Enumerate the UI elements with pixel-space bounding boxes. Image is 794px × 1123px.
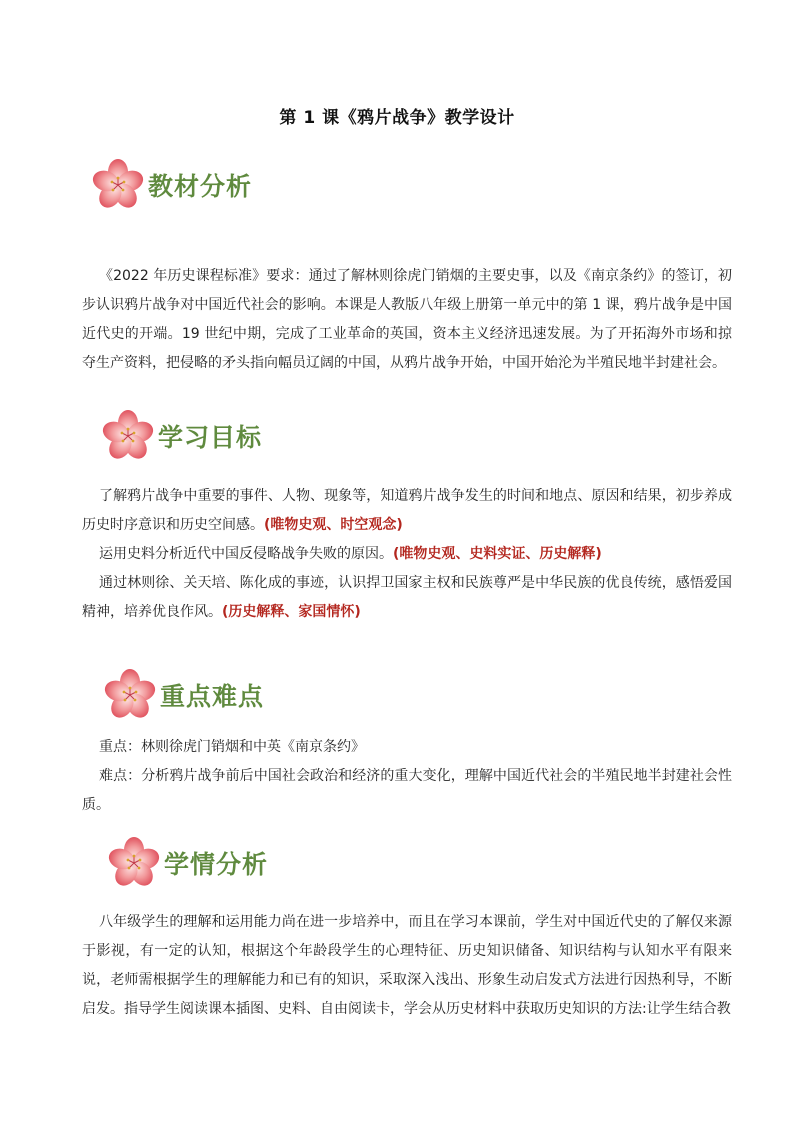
plum-blossom-icon [104, 835, 164, 891]
paragraph: 难点：分析鸦片战争前后中国社会政治和经济的重大变化，理解中国近代社会的半殖民地半封建社会性质。 [82, 768, 732, 813]
goal-item [82, 569, 732, 627]
section-title: 重点难点 [160, 682, 265, 711]
section-title: 学习目标 [158, 423, 263, 452]
competency-tag: (唯物史观、时空观念) [264, 517, 403, 533]
section-header-key-difficult-points [100, 667, 264, 723]
paragraph: 《2022 年历史课程标准》要求：通过了解林则徐虎门销烟的主要史事，以及《南京条约》的签订，初步认识鸦片战争对中国近代社会的影响。本课是人教版八年级上册第一单元中的第 1 课，鸦片战争是中国近代史的开端。19 世纪中期，完成了工业革命的英国，资本主义经济迅速发展。为了开拓海外市场和掠夺生产资料，把侵略的矛头指向幅员辽阔的中国，从鸦片战争开始，中国开始沦为半殖民地半封建社会。 [82, 268, 732, 371]
goal-text: 通过林则徐、关天培、陈化成的事迹，认识捍卫国家主权和民族尊严是中华民族的优良传统，感悟爱国精神，培养优良作风。 [82, 575, 732, 620]
plum-blossom-icon [88, 157, 148, 213]
goal-text: 了解鸦片战争中重要的事件、人物、现象等，知道鸦片战争发生的时间和地点、原因和结果，初步养成历史时序意识和历史空间感。 [82, 488, 732, 533]
goal-item [82, 540, 732, 569]
section-body-student-analysis [82, 908, 732, 1024]
section-header-learning-goals [98, 408, 262, 464]
section-body-key-difficult-points [82, 733, 732, 820]
section-title: 教材分析 [148, 172, 253, 201]
document-title: 第 1 课《鸦片战争》教学设计 [279, 108, 515, 128]
section-body-textbook-analysis [82, 262, 732, 378]
section-title: 学情分析 [164, 850, 269, 879]
competency-tag: (唯物史观、史料实证、历史解释) [393, 546, 602, 562]
section-header-textbook-analysis [88, 157, 252, 213]
plum-blossom-icon [100, 667, 160, 723]
section-header-student-analysis [104, 835, 268, 891]
competency-tag: (历史解释、家国情怀) [222, 604, 361, 620]
paragraph: 重点：林则徐虎门销烟和中英《南京条约》 [99, 739, 365, 755]
paragraph: 八年级学生的理解和运用能力尚在进一步培养中，而且在学习本课前，学生对中国近代史的了解仅来源于影视，有一定的认知，根据这个年龄段学生的心理特征、历史知识储备、知识结构与认知水平有限来说，老师需根据学生的理解能力和已有的知识，采取深入浅出、形象生动启发式方法进行因热利导，不断启发。指导学生阅读课本插图、史料、自由阅读卡，学会从历史材料中获取历史知识的方法:让学生结合教 [82, 914, 732, 1017]
goal-item [82, 482, 732, 540]
goal-text: 运用史料分析近代中国反侵略战争失败的原因。 [99, 546, 393, 562]
plum-blossom-icon [98, 408, 158, 464]
section-body-learning-goals [82, 482, 732, 627]
